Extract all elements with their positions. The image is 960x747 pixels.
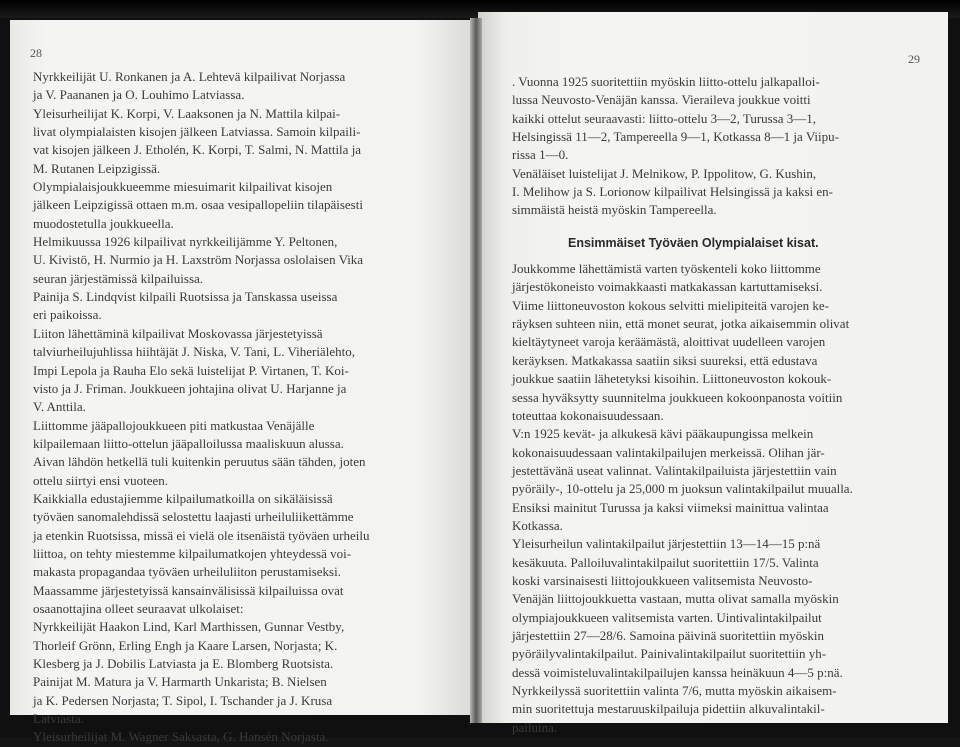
right-page-text-section [512, 260, 922, 737]
left-page-text [33, 68, 443, 747]
text-line: toteuttaa kokonaisuudessaan. [512, 407, 664, 423]
text-line: dessä voimisteluvalintakilpailujen kanssa heinäkuun 4—5 p:nä. [512, 664, 843, 680]
text-line: lussa Neuvosto-Venäjän kanssa. Vieraileva joukkue voitti [512, 92, 811, 108]
text-line: Nyrkkeilijät Haakon Lind, Karl Marthissen, Gunnar Vestby, [33, 619, 345, 635]
text-line: Venäjän liittojoukkuetta vastaan, mutta olivat samalla myöskin [512, 591, 839, 607]
text-line: Kaikkialla edustajiemme kilpailumatkoilla on sikäläisissä [33, 490, 333, 506]
text-line: ja V. Paananen ja O. Louhimo Latviassa. [33, 87, 245, 103]
text-line: järjestökoneisto voimakkaasti matkakassan kartuttamiseksi. [512, 279, 823, 295]
text-line: simmäistä heistä myöskin Tampereella. [512, 202, 717, 218]
text-line: min suoritettuja mestaruuskilpailuja pidettiin alkuvalintakil- [512, 701, 825, 717]
text-line: Thorleif Grönn, Erling Engh ja Kaare Larsen, Norjasta; K. [33, 637, 338, 653]
text-line: kieltäytyneet varoja keräämästä, aloittivat uudelleen varojen [512, 334, 826, 350]
text-line: eri paikoissa. [33, 307, 102, 323]
text-line: Viime liittoneuvoston kokous selvitti mielipiteitä varojen ke- [512, 297, 829, 313]
text-line: Painijat M. Matura ja V. Harmarth Unkarista; B. Nielsen [33, 674, 327, 690]
book-gutter [470, 18, 482, 723]
text-line: V:n 1925 kevät- ja alkukesä kävi pääkaupungissa melkein [512, 426, 814, 442]
text-line: livat olympialaisten kisojen jälkeen Latviassa. Samoin kilpaili- [33, 124, 361, 140]
text-line: Liittomme jääpallojoukkueen piti matkustaa Venäjälle [33, 417, 315, 433]
text-line: kilpailemaan liitto-ottelun jääpalloilussa maaliskuun alussa. [33, 435, 344, 451]
text-line: Joukkomme lähettämistä varten työskenteli koko liittomme [512, 261, 821, 277]
right-page-text [512, 73, 922, 737]
text-line: Ensiksi mainitut Turussa ja kaksi viimeksi mainittua valintaa [512, 499, 829, 515]
text-line: Maassamme järjestetyissä kansainvälisissä kilpailuissa ovat [33, 582, 344, 598]
text-line: jestettävänä useat valinnat. Valintakilpailuista järjestettiin vain [512, 462, 837, 478]
text-line: sessa hyväksytty suunnitelma joukkueen kokoonpanosta voitiin [512, 389, 843, 405]
text-line: Nyrkkeilyssä suoritettiin valinta 7/6, mutta myöskin aikaisem- [512, 683, 837, 698]
text-line: olympiajoukkueen valitsemista varten. Uintivalintakilpailut [512, 609, 822, 625]
text-line: muodostetulla joukkueella. [33, 215, 174, 231]
text-line: Nyrkkeilijät U. Ronkanen ja A. Lehtevä kilpailivat Norjassa [33, 69, 346, 84]
text-line: kokonaisuudessaan valintakilpailujen merkeissä. Olihan jär- [512, 444, 825, 460]
text-line: työväen sanomalehdissä selostettu laajasti urheiluliikettämme [33, 509, 354, 525]
text-line: Painija S. Lindqvist kilpaili Ruotsissa ja Tanskassa useissa [33, 289, 338, 305]
text-line: M. Rutanen Leipzigissä. [33, 160, 161, 176]
text-line: rissa 1—0. [512, 147, 569, 163]
text-line: . Vuonna 1925 suoritettiin myöskin liitto-ottelu jalkapalloi- [512, 74, 820, 89]
text-line: kaikki ottelut seuraavasti: liitto-ottelu 3—2, Turussa 3—1, [512, 110, 817, 126]
text-line: järjestettiin 27—28/6. Samoina päivinä suoritettiin myöskin [512, 627, 824, 643]
text-line: joukkue saatiin lähetetyksi kisoihin. Liittoneuvoston kokouk- [512, 371, 832, 387]
text-line: osaanottajina olleet seuraavat ulkolaiset: [33, 600, 244, 616]
left-page-number: 28 [30, 46, 42, 60]
text-line: vat kisojen jälkeen J. Etholén, K. Korpi, T. Salmi, N. Mattila ja [33, 142, 362, 158]
text-line: pailuina. [512, 719, 558, 735]
text-line: Aivan lähdön hetkellä tuli kuitenkin peruutus sään tähden, joten [33, 454, 366, 470]
right-page-number: 29 [908, 52, 920, 66]
text-line: U. Kivistö, H. Nurmio ja H. Laxström Norjassa oslolaisen Vika [33, 252, 364, 268]
text-line: Latviasta. [33, 711, 84, 727]
text-line: Venäläiset luistelijat J. Melnikow, P. Ippolitow, G. Kushin, [512, 165, 817, 181]
text-line: koski varsinaisesti liittojoukkueen valitsemista Neuvosto- [512, 572, 813, 588]
section-heading: Ensimmäiset Työväen Olympialaiset kisat. [568, 235, 819, 250]
text-line: Olympialaisjoukkueemme miesuimarit kilpailivat kisojen [33, 179, 333, 195]
text-line: räyksen suhteen niin, että monet seurat, jotka aikaisemmin olivat [512, 316, 850, 332]
text-line: V. Anttila. [33, 399, 86, 415]
text-line: Yleisurheilun valintakilpailut järjestettiin 13—14—15 p:nä [512, 536, 821, 552]
text-line: Klesberg ja J. Dobilis Latviasta ja E. Blomberg Ruotsista. [33, 656, 334, 671]
text-line: talviurheilujuhlissa hiihtäjät J. Niska, V. Tani, L. Viheriälehto, [33, 344, 355, 360]
text-line: Impi Lepola ja Rauha Elo sekä luistelijat P. Virtanen, T. Koi- [33, 362, 349, 378]
text-line: makasta propagandaa työväen urheiluliiton perustamiseksi. [33, 564, 341, 580]
text-line: ottelu siirtyi ensi vuoteen. [33, 472, 169, 488]
text-line: ja K. Pedersen Norjasta; T. Sipol, I. Tschander ja J. Krusa [33, 692, 333, 708]
text-line: Yleisurheilijat M. Wagner Saksasta, G. Hansén Norjasta. [33, 729, 329, 745]
text-line: liittoa, on tehty miestemme kilpailumatkojen yhteydessä voi- [33, 545, 352, 561]
text-line: Helmikuussa 1926 kilpailivat nyrkkeilijämme Y. Peltonen, [33, 234, 338, 250]
text-line: visto ja J. Friman. Joukkueen johtajina olivat U. Harjanne ja [33, 380, 347, 396]
text-line: Yleisurheilijat K. Korpi, V. Laaksonen ja N. Mattila kilpai- [33, 105, 341, 121]
text-line: pyöräily-, 10-ottelu ja 25,000 m juoksun valintakilpailut muualla. [512, 481, 853, 497]
right-page-text-intro [512, 73, 922, 220]
text-line: Helsingissä 11—2, Tampereella 9—1, Kotkassa 8—1 ja Viipu- [512, 129, 839, 145]
text-line: kesäkuuta. Palloiluvalintakilpailut suoritettiin 17/5. Valinta [512, 554, 819, 570]
text-line: Kotkassa. [512, 517, 563, 533]
text-line: pyöräilyvalintakilpailut. Painivalintakilpailut suoritettiin yh- [512, 646, 827, 662]
text-line: ja etenkin Ruotsissa, missä ei vielä ole itsenäistä työväen urheilu [33, 527, 370, 543]
text-line: jälkeen Leipzigissä ottaen m.m. osaa vesipallopeliin tilapäisesti [33, 197, 363, 213]
text-line: keräyksen. Matkakassa saatiin siksi suureksi, että edustava [512, 352, 818, 368]
text-line: I. Melihow ja S. Lorionow kilpailivat Helsingissä ja kaksi en- [512, 184, 833, 200]
text-line: seuran järjestämissä kilpailuissa. [33, 270, 204, 286]
text-line: Liiton lähettäminä kilpailivat Moskovassa järjestetyissä [33, 325, 323, 341]
